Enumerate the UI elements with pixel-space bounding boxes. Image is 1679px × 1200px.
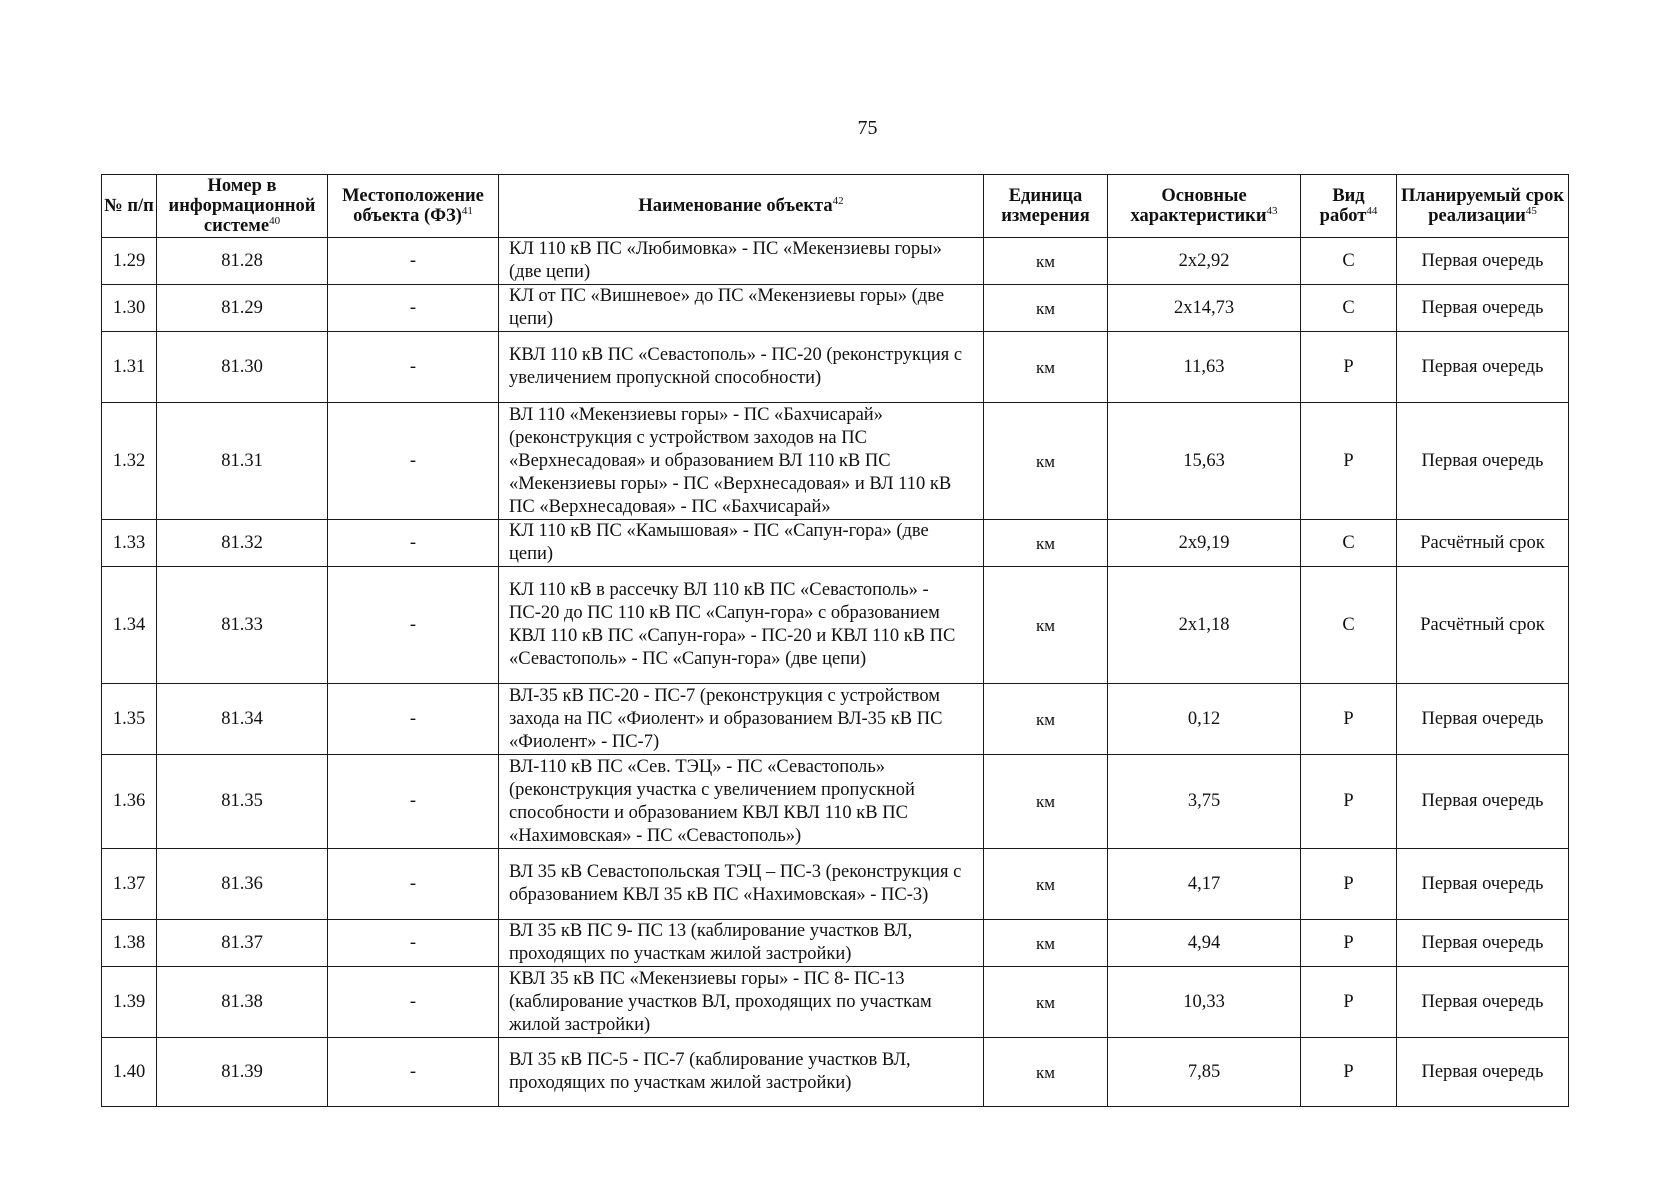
cell-name: КЛ 110 кВ ПС «Камышовая» - ПС «Сапун-гора» (две цепи) [499,520,984,567]
cell-code: 81.33 [157,567,328,684]
cell-term: Первая очередь [1397,920,1569,967]
cell-code: 81.32 [157,520,328,567]
cell-term: Первая очередь [1397,849,1569,920]
cell-num: 1.34 [102,567,157,684]
cell-location: - [328,967,499,1038]
cell-code: 81.39 [157,1038,328,1107]
cell-location: - [328,567,499,684]
header-cell-num: № п/п [102,175,157,238]
cell-characteristics: 0,12 [1108,684,1301,755]
table-row [102,332,1569,403]
cell-work-type: С [1301,285,1397,332]
header-cell-code: Номер в информационной системе$^{40}$ [157,175,328,238]
footnote-marker: 43 [1266,204,1278,217]
cell-num: 1.32 [102,403,157,520]
table-row [102,755,1569,849]
cell-name: ВЛ-110 кВ ПС «Сев. ТЭЦ» - ПС «Севастополь» (реконструкция участка с увеличением пропускной способности и образованием КВЛ КВЛ 110 кВ ПС «Нахимовская» - ПС «Севастополь») [499,755,984,849]
cell-unit: км [984,567,1108,684]
cell-characteristics: 3,75 [1108,755,1301,849]
table-row [102,849,1569,920]
header-cell-term: Планируемый срок реализации$^{45}$ [1397,175,1569,238]
table-row [102,684,1569,755]
footnote-marker: 44 [1366,204,1378,217]
cell-term: Первая очередь [1397,967,1569,1038]
cell-name: ВЛ 35 кВ ПС-5 - ПС-7 (каблирование участков ВЛ, проходящих по участкам жилой застройки) [499,1038,984,1107]
cell-name: ВЛ-35 кВ ПС-20 - ПС-7 (реконструкция с устройством захода на ПС «Фиолент» и образованием ВЛ-35 кВ ПС «Фиолент» - ПС-7) [499,684,984,755]
cell-work-type: Р [1301,403,1397,520]
cell-name: КЛ 110 кВ ПС «Любимовка» - ПС «Мекензиевы горы» (две цепи) [499,238,984,285]
cell-num: 1.40 [102,1038,157,1107]
table-row [102,238,1569,285]
cell-work-type: С [1301,567,1397,684]
cell-term: Расчётный срок [1397,567,1569,684]
cell-location: - [328,238,499,285]
cell-location: - [328,403,499,520]
table-header-row [102,175,1569,238]
cell-work-type: Р [1301,755,1397,849]
cell-code: 81.35 [157,755,328,849]
cell-location: - [328,520,499,567]
objects-table [101,174,1569,1107]
cell-characteristics: 7,85 [1108,1038,1301,1107]
cell-unit: км [984,684,1108,755]
cell-num: 1.35 [102,684,157,755]
cell-work-type: Р [1301,920,1397,967]
cell-characteristics: 2х2,92 [1108,238,1301,285]
cell-num: 1.38 [102,920,157,967]
cell-work-type: С [1301,520,1397,567]
cell-unit: км [984,238,1108,285]
cell-term: Первая очередь [1397,332,1569,403]
objects-table-container [101,174,1568,1107]
cell-code: 81.37 [157,920,328,967]
cell-term: Первая очередь [1397,755,1569,849]
header-cell-name: Наименование объекта$^{42}$ [499,175,984,238]
cell-name: ВЛ 35 кВ ПС 9- ПС 13 (каблирование участков ВЛ, проходящих по участкам жилой застройки) [499,920,984,967]
cell-work-type: Р [1301,684,1397,755]
cell-name: ВЛ 110 «Мекензиевы горы» - ПС «Бахчисарай» (реконструкция с устройством заходов на ПС «Верхнесадовая» и образованием ВЛ 110 кВ ПС «Мекензиевы горы» - ПС «Верхнесадовая» и ВЛ 110 кВ ПС «Верхнесадовая» - ПС «Бахчисарай» [499,403,984,520]
table-row [102,520,1569,567]
cell-name: КЛ 110 кВ в рассечку ВЛ 110 кВ ПС «Севастополь» - ПС-20 до ПС 110 кВ ПС «Сапун-гора» с образованием КВЛ 110 кВ ПС «Сапун-гора» - ПС-20 и КВЛ 110 кВ ПС «Севастополь» - ПС «Сапун-гора» (две цепи) [499,567,984,684]
table-row [102,920,1569,967]
header-cell-work-type: Вид работ$^{44}$ [1301,175,1397,238]
table-row [102,1038,1569,1107]
cell-work-type: Р [1301,332,1397,403]
cell-characteristics: 15,63 [1108,403,1301,520]
cell-num: 1.29 [102,238,157,285]
cell-characteristics: 11,63 [1108,332,1301,403]
header-cell-characteristics: Основные характеристики$^{43}$ [1108,175,1301,238]
cell-code: 81.34 [157,684,328,755]
cell-location: - [328,849,499,920]
cell-characteristics: 2х1,18 [1108,567,1301,684]
table-row [102,567,1569,684]
cell-location: - [328,1038,499,1107]
cell-num: 1.37 [102,849,157,920]
table-row [102,403,1569,520]
cell-num: 1.30 [102,285,157,332]
footnote-marker: 41 [461,204,473,217]
cell-characteristics: 4,17 [1108,849,1301,920]
cell-characteristics: 2х14,73 [1108,285,1301,332]
cell-work-type: Р [1301,967,1397,1038]
cell-num: 1.36 [102,755,157,849]
cell-term: Первая очередь [1397,684,1569,755]
cell-characteristics: 10,33 [1108,967,1301,1038]
cell-name: ВЛ 35 кВ Севастопольская ТЭЦ – ПС-3 (реконструкция с образованием КВЛ 35 кВ ПС «Нахимовская» - ПС-3) [499,849,984,920]
cell-characteristics: 2х9,19 [1108,520,1301,567]
cell-unit: км [984,849,1108,920]
cell-term: Первая очередь [1397,1038,1569,1107]
cell-code: 81.28 [157,238,328,285]
table-row [102,967,1569,1038]
cell-unit: км [984,967,1108,1038]
cell-location: - [328,332,499,403]
cell-location: - [328,684,499,755]
cell-work-type: Р [1301,849,1397,920]
cell-unit: км [984,520,1108,567]
footnote-marker: 45 [1525,204,1537,217]
cell-term: Первая очередь [1397,238,1569,285]
footnote-marker: 42 [832,194,844,207]
cell-term: Первая очередь [1397,403,1569,520]
cell-num: 1.33 [102,520,157,567]
cell-code: 81.30 [157,332,328,403]
cell-num: 1.31 [102,332,157,403]
cell-term: Расчётный срок [1397,520,1569,567]
footnote-marker: 40 [269,214,281,227]
page-number: 75 [857,117,878,139]
cell-code: 81.38 [157,967,328,1038]
cell-work-type: Р [1301,1038,1397,1107]
cell-name: КВЛ 35 кВ ПС «Мекензиевы горы» - ПС 8- ПС-13 (каблирование участков ВЛ, проходящих по участкам жилой застройки) [499,967,984,1038]
cell-unit: км [984,332,1108,403]
cell-work-type: С [1301,238,1397,285]
cell-unit: км [984,1038,1108,1107]
cell-num: 1.39 [102,967,157,1038]
cell-term: Первая очередь [1397,285,1569,332]
cell-location: - [328,285,499,332]
cell-code: 81.36 [157,849,328,920]
cell-location: - [328,755,499,849]
cell-characteristics: 4,94 [1108,920,1301,967]
cell-name: КВЛ 110 кВ ПС «Севастополь» - ПС-20 (реконструкция с увеличением пропускной способности) [499,332,984,403]
cell-location: - [328,920,499,967]
cell-unit: км [984,285,1108,332]
cell-unit: км [984,920,1108,967]
header-cell-location: Местоположение объекта (ФЗ)$^{41}$ [328,175,499,238]
cell-name: КЛ от ПС «Вишневое» до ПС «Мекензиевы горы» (две цепи) [499,285,984,332]
cell-unit: км [984,403,1108,520]
cell-code: 81.31 [157,403,328,520]
cell-code: 81.29 [157,285,328,332]
header-cell-unit: Единица измерения [984,175,1108,238]
cell-unit: км [984,755,1108,849]
table-row [102,285,1569,332]
